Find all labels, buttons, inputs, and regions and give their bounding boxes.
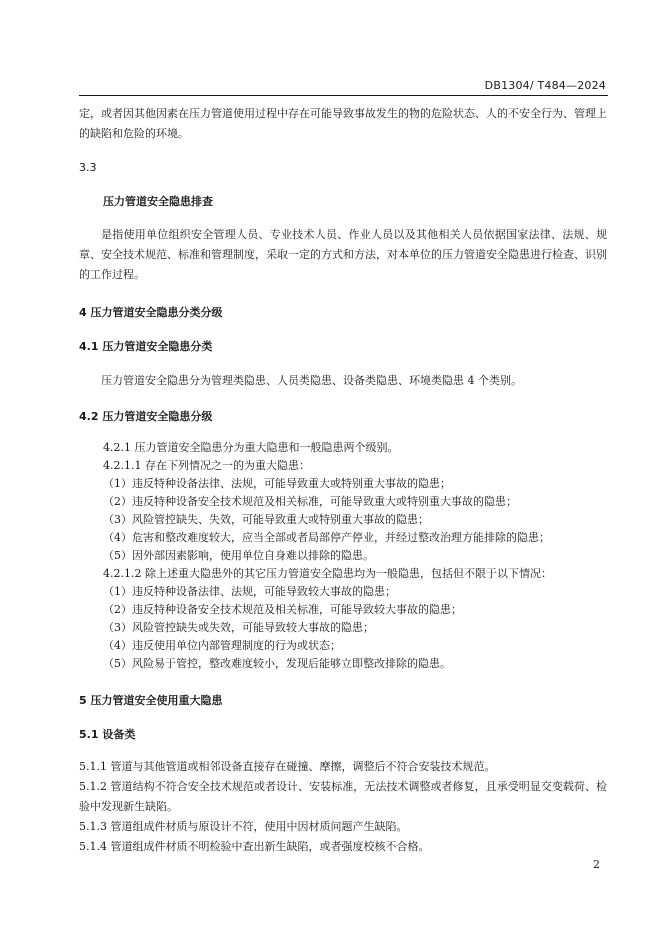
section-4-1-heading: 4.1 压力管道安全隐患分类: [79, 340, 213, 353]
document-number-header: DB1304/ T484—2024: [484, 79, 606, 92]
major-hazard-item-1: （1）违反特种设备法律、法规，可能导致重大或特别重大事故的隐患；: [103, 477, 451, 490]
clause-5-1-2: 5.1.2 管道结构不符合安全技术规范或者设计、安装标准，无法技术调整或者修复，且承受明显交变载荷、检验中发现新生缺陷。: [79, 780, 607, 813]
section-4-heading: 4 压力管道安全隐患分类分级: [79, 306, 223, 319]
section-4-1-text: 压力管道安全隐患分为管理类隐患、人员类隐患、设备类隐患、环境类隐患 4 个类别。: [101, 374, 522, 387]
clause-5-1-4: 5.1.4 管道组成件材质不明检验中查出新生缺陷，或者强度校核不合格。: [79, 840, 430, 853]
major-hazard-item-2: （2）违反特种设备安全技术规范及相关标准，可能导致重大或特别重大事故的隐患；: [103, 495, 517, 508]
clause-3-3-definition: 是指使用单位组织安全管理人员、专业技术人员、作业人员以及其他相关人员依据国家法律、法规、规章、安全技术规范、标准和管理制度，采取一定的方式和方法，对本单位的压力管道安全隐患进行检查、识别的工作过程。: [79, 228, 607, 281]
document-body: [79, 104, 607, 857]
clause-5-1-3: 5.1.3 管道组成件材质与原设计不符，使用中因材质问题产生缺陷。: [79, 820, 408, 833]
major-hazard-item-4: （4）危害和整改难度较大，应当全部或者局部停产停业，并经过整改治理方能排除的隐患；: [103, 531, 550, 544]
section-5-heading: 5 压力管道安全使用重大隐患: [79, 694, 223, 707]
section-5-1-heading: 5.1 设备类: [79, 728, 136, 741]
major-hazard-item-3: （3）风险管控缺失、失效，可能导致重大或特别重大事故的隐患；: [103, 513, 429, 526]
general-hazard-item-5: （5）风险易于管控，整改难度较小，发现后能够立即整改排除的隐患。: [103, 657, 451, 670]
clause-4-2-1-1: 4.2.1.1 存在下列情况之一的为重大隐患：: [103, 459, 310, 472]
major-hazard-item-5: （5）因外部因素影响，使用单位自身难以排除的隐患。: [103, 549, 374, 562]
clause-3-3-number: 3.3: [79, 161, 97, 174]
general-hazard-item-3: （3）风险管控缺失或失效，可能导致较大事故的隐患；: [103, 621, 374, 634]
general-hazard-item-4: （4）违反使用单位内部管理制度的行为或状态；: [103, 639, 341, 652]
page-number: 2: [593, 858, 600, 871]
clause-5-1-1: 5.1.1 管道与其他管道或相邻设备直接存在碰撞、摩擦，调整后不符合安装技术规范。: [79, 760, 496, 773]
clause-4-2-1-2: 4.2.1.2 除上述重大隐患外的其它压力管道安全隐患均为一般隐患，包括但不限于以下情况：: [103, 567, 552, 580]
general-hazard-item-2: （2）违反特种设备安全技术规范及相关标准，可能导致较大事故的隐患；: [103, 603, 462, 616]
intro-continuation: 定，或者因其他因素在压力管道使用过程中存在可能导致事故发生的物的危险状态、人的不安全行为、管理上的缺陷和危险的环境。: [79, 107, 607, 140]
clause-4-2-1: 4.2.1 压力管道安全隐患分为重大隐患和一般隐患两个级别。: [103, 441, 399, 454]
general-hazard-item-1: （1）违反特种设备法律、法规，可能导致较大事故的隐患；: [103, 585, 396, 598]
clause-3-3-term: 压力管道安全隐患排查: [103, 195, 213, 208]
section-4-2-heading: 4.2 压力管道安全隐患分级: [79, 410, 213, 423]
header-divider: [79, 95, 608, 96]
